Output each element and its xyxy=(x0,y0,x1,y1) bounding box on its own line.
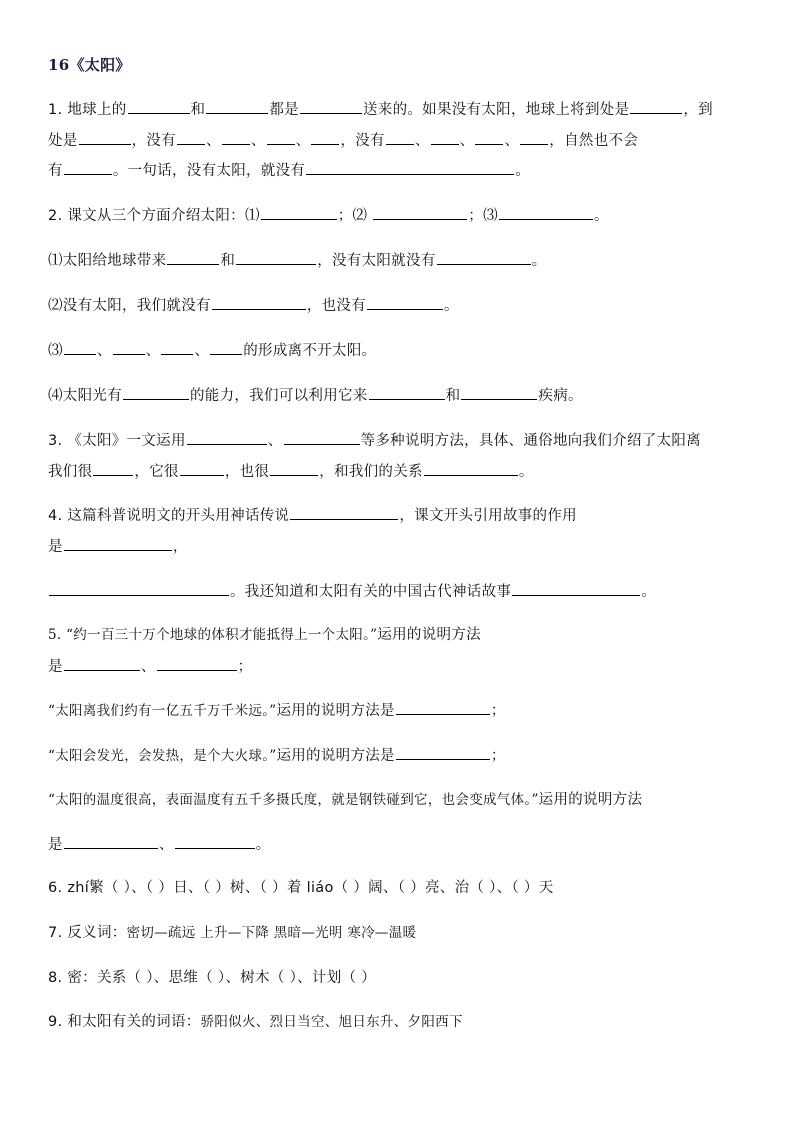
separator: 、 xyxy=(250,133,266,149)
q3-line-2 xyxy=(48,461,753,482)
answer-blank[interactable] xyxy=(167,250,219,265)
q5-line-4 xyxy=(48,745,753,766)
answer-blank[interactable] xyxy=(64,536,172,551)
answer-blank[interactable] xyxy=(180,461,224,476)
q2-text: 2. 课文从三个方面介绍太阳：⑴ xyxy=(48,208,260,224)
q1-line-2 xyxy=(48,130,753,151)
q4-text: ， xyxy=(172,539,188,555)
answer-blank[interactable] xyxy=(79,130,131,145)
q2-text: ⑶ xyxy=(48,343,63,359)
q2-text: ；⑶ xyxy=(468,208,498,224)
q2-text: 和 xyxy=(220,253,236,269)
answer-blank[interactable] xyxy=(187,430,267,445)
q4-line-1 xyxy=(48,505,753,526)
answer-blank[interactable] xyxy=(261,205,337,220)
q5-line-5 xyxy=(48,790,753,810)
answer-blank[interactable] xyxy=(520,130,548,145)
answer-blank[interactable] xyxy=(437,250,531,265)
q2-text: ；⑵ xyxy=(337,208,373,224)
q4-text: ，课文开头引用故事的作用 xyxy=(399,508,577,524)
separator: 、 xyxy=(267,433,283,449)
separator: 、 xyxy=(158,837,174,853)
q4-line-3 xyxy=(48,581,753,602)
q2-text: ⑴太阳给地球带来 xyxy=(48,253,167,269)
answer-blank[interactable] xyxy=(284,430,360,445)
answer-blank[interactable] xyxy=(212,295,306,310)
q4-text: 是 xyxy=(48,539,63,555)
answer-blank[interactable] xyxy=(64,160,112,175)
separator: 、 xyxy=(206,133,221,149)
answer-blank[interactable] xyxy=(113,340,145,355)
q5-text: 运用的说明方法 xyxy=(538,792,643,808)
q2-text: 和 xyxy=(445,388,461,404)
q2-sub-3 xyxy=(48,340,753,361)
separator: 、 xyxy=(194,343,210,359)
answer-blank[interactable] xyxy=(475,130,503,145)
q2-sub-4 xyxy=(48,385,753,406)
q2-sub-1 xyxy=(48,250,753,271)
answer-blank[interactable] xyxy=(373,205,467,220)
q1-text: ，没有 xyxy=(340,133,385,149)
answer-blank[interactable] xyxy=(270,461,318,476)
answer-blank[interactable] xyxy=(300,99,362,114)
period: 。 xyxy=(515,163,531,179)
q1-text: ，没有 xyxy=(131,133,177,149)
semicolon: ； xyxy=(237,659,253,675)
q8-line: 8. 密：关系（ ）、思维（ ）、树木（ ）、计划（ ） xyxy=(48,970,377,986)
answer-blank[interactable] xyxy=(386,130,414,145)
q7-label: 7. 反义词： xyxy=(48,925,127,941)
q3-text: ，和我们的关系 xyxy=(319,464,423,480)
q1-text: 。一句话，没有太阳，就没有 xyxy=(112,163,306,179)
q5-line-1 xyxy=(48,625,753,645)
answer-blank[interactable] xyxy=(206,99,268,114)
answer-blank[interactable] xyxy=(499,205,593,220)
answer-blank[interactable] xyxy=(128,99,190,114)
answer-blank[interactable] xyxy=(123,385,189,400)
answer-blank[interactable] xyxy=(424,461,518,476)
period: 。 xyxy=(255,837,271,853)
q2-text: 的能力，我们可以利用它来 xyxy=(190,388,368,404)
quote-text: “太阳离我们约有一亿五千万千米远。” xyxy=(48,703,277,719)
answer-blank[interactable] xyxy=(630,99,682,114)
lesson-title: 16《太阳》 xyxy=(48,56,131,74)
q1-text: 都是 xyxy=(269,102,299,118)
answer-blank[interactable] xyxy=(236,250,316,265)
period: 。 xyxy=(518,464,534,480)
q3-text: 等多种说明方法，具体、通俗地向我们介绍了太阳离 xyxy=(360,433,701,449)
answer-blank[interactable] xyxy=(64,834,158,849)
q2-text: ，也没有 xyxy=(306,298,367,314)
q5-line-6 xyxy=(48,834,753,855)
idiom-list: 骄阳似火、烈日当空、旭日东升、夕阳西下 xyxy=(200,1014,463,1030)
answer-blank[interactable] xyxy=(306,160,514,175)
q6-line: 6. zhí繁（ ）、（ ）日、（ ）树、（ ）着 liáo（ ）阔、（ ）亮、治（ ）、（ ）天 xyxy=(48,880,554,896)
q4-line-2 xyxy=(48,536,753,557)
q1-line-3 xyxy=(48,160,753,181)
q3-text: 3. 《太阳》一文运用 xyxy=(48,433,186,449)
answer-blank[interactable] xyxy=(222,130,250,145)
quote-text: 5. “约一百三十万个地球的体积才能抵得上一个太阳。” xyxy=(48,627,378,643)
answer-blank[interactable] xyxy=(290,505,398,520)
q3-text: 我们很 xyxy=(48,464,93,480)
answer-blank[interactable] xyxy=(64,656,140,671)
answer-blank[interactable] xyxy=(369,385,445,400)
period: 。 xyxy=(444,298,459,314)
q4-text: 4. 这篇科普说明文的开头用神话传说 xyxy=(48,508,290,524)
period: 。 xyxy=(531,253,547,269)
q2-sub-2 xyxy=(48,295,753,316)
q1-text: 和 xyxy=(190,102,206,118)
answer-blank[interactable] xyxy=(512,581,640,596)
answer-blank[interactable] xyxy=(396,745,490,760)
q3-text: ，也很 xyxy=(224,464,270,480)
semicolon: ； xyxy=(490,703,506,719)
q2-text: ⑵没有太阳，我们就没有 xyxy=(48,298,211,314)
q9-line xyxy=(48,1012,753,1032)
answer-blank[interactable] xyxy=(210,340,242,355)
q1-line-1 xyxy=(48,99,753,120)
q2-text: ，没有太阳就没有 xyxy=(317,253,436,269)
q3-line-1 xyxy=(48,430,753,451)
separator: 、 xyxy=(145,343,161,359)
separator: 、 xyxy=(414,133,430,149)
answer-blank[interactable] xyxy=(64,340,96,355)
answer-blank[interactable] xyxy=(157,656,237,671)
answer-blank[interactable] xyxy=(175,834,255,849)
q9-label: 9. 和太阳有关的词语： xyxy=(48,1014,201,1030)
quote-text: “太阳会发光，会发热，是个大火球。” xyxy=(48,748,277,764)
answer-blank[interactable] xyxy=(177,130,205,145)
separator: 、 xyxy=(96,343,112,359)
q2-text: 疾病。 xyxy=(538,388,583,404)
q1-text: 1. 地球上的 xyxy=(48,102,127,118)
period: 。 xyxy=(641,584,657,600)
q1-text: 送来的。如果没有太阳，地球上将到处是 xyxy=(362,102,630,118)
separator: 、 xyxy=(140,659,156,675)
q2-line-main xyxy=(48,205,753,226)
answer-blank[interactable] xyxy=(93,461,133,476)
antonym-list: 密切—疏远 上升—下降 黑暗—光明 寒冷—温暖 xyxy=(126,925,417,941)
q5-text: 是 xyxy=(48,659,63,675)
separator: 、 xyxy=(295,133,311,149)
q5-line-2 xyxy=(48,656,753,677)
q2-text: 的形成离不开太阳。 xyxy=(243,343,377,359)
q5-text: 运用的说明方法是 xyxy=(276,748,395,764)
period: 。 xyxy=(593,208,609,224)
q7-line xyxy=(48,923,753,943)
answer-blank[interactable] xyxy=(461,385,537,400)
q1-text: ，自然也不会 xyxy=(549,133,639,149)
q1-text: 处是 xyxy=(48,133,78,149)
semicolon: ； xyxy=(490,748,506,764)
answer-blank[interactable] xyxy=(267,130,295,145)
quote-text: “太阳的温度很高，表面温度有五千多摄氏度，就是钢铁碰到它，也会变成气体。” xyxy=(48,792,539,808)
separator: 、 xyxy=(459,133,475,149)
answer-blank[interactable] xyxy=(431,130,459,145)
q2-text: ⑷太阳光有 xyxy=(48,388,122,404)
q1-text: 有 xyxy=(48,163,63,179)
q1-text: ，到 xyxy=(683,102,713,118)
separator: 、 xyxy=(504,133,520,149)
q5-text: 运用的说明方法 xyxy=(377,627,481,643)
answer-blank[interactable] xyxy=(311,130,339,145)
answer-blank[interactable] xyxy=(49,581,229,596)
answer-blank[interactable] xyxy=(161,340,193,355)
q4-text: 。我还知道和太阳有关的中国古代神话故事 xyxy=(230,584,512,600)
q5-line-3 xyxy=(48,700,753,721)
q5-text: 是 xyxy=(48,837,63,853)
q5-text: 运用的说明方法是 xyxy=(276,703,395,719)
q3-text: ，它很 xyxy=(134,464,179,480)
answer-blank[interactable] xyxy=(367,295,443,310)
answer-blank[interactable] xyxy=(396,700,490,715)
